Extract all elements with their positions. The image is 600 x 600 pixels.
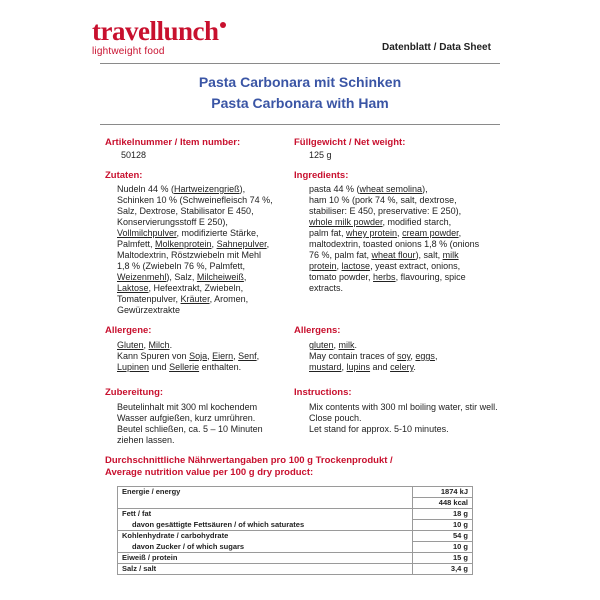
table-row xyxy=(118,498,473,509)
ingredients-en-label: Ingredients: xyxy=(294,170,349,181)
nutrient-label: davon gesättigte Fettsäuren / of which saturates xyxy=(118,520,413,531)
nutrient-value: 3,4 g xyxy=(413,564,473,575)
table-row xyxy=(118,553,473,564)
text-line: extracts. xyxy=(309,283,344,293)
prep-de-text xyxy=(117,402,292,446)
text-line: Schinken 10 % (Schweinefleisch 74 %, xyxy=(117,195,273,205)
text-line: ham 10 % (pork 74 %, salt, dextrose, xyxy=(309,195,457,205)
net-weight-value: 125 g xyxy=(309,150,332,160)
item-number-value: 50128 xyxy=(121,150,147,160)
nutrient-value: 10 g xyxy=(413,520,473,531)
text-line: Beutel schließen, ca. 5 – 10 Minuten xyxy=(117,424,263,434)
text-line: Close pouch. xyxy=(309,413,362,423)
nutrient-value: 15 g xyxy=(413,553,473,564)
table-row xyxy=(118,564,473,575)
text-line: Laktose, Hefeextrakt, Zwiebeln, xyxy=(117,283,244,293)
text-line: May contain traces of soy, eggs, xyxy=(309,351,438,361)
text-line: stabiliser: E 450, preservative: E 250), xyxy=(309,206,462,216)
prep-en-text xyxy=(309,402,524,435)
nutrient-label: Fett / fat xyxy=(118,509,413,520)
nutrient-label: Salz / salt xyxy=(118,564,413,575)
table-row xyxy=(118,509,473,520)
allergens-de-text xyxy=(117,340,292,373)
text-line: Konservierungsstoff E 250), xyxy=(117,217,228,227)
nutrient-value: 18 g xyxy=(413,509,473,520)
text-line: Wasser aufgießen, kurz umrühren. xyxy=(117,413,256,423)
nutrition-heading-en: Average nutrition value per 100 g dry product: xyxy=(105,467,314,478)
ingredients-de-text xyxy=(117,184,287,316)
divider-title xyxy=(100,124,500,125)
ingredients-en-text xyxy=(309,184,509,294)
allergens-en-text xyxy=(309,340,509,373)
text-line: Tomatenpulver, Kräuter, Aromen, xyxy=(117,294,249,304)
text-line: Lupinen und Sellerie enthalten. xyxy=(117,362,242,372)
title-german: Pasta Carbonara mit Schinken xyxy=(198,74,402,90)
brand-logo xyxy=(92,18,226,57)
text-line: Beutelinhalt mit 300 ml kochendem xyxy=(117,402,258,412)
table-row xyxy=(118,487,473,498)
nutrient-label: Eiweiß / protein xyxy=(118,553,413,564)
text-line: Salz, Dextrose, Stabilisator E 450, xyxy=(117,206,254,216)
divider-top xyxy=(100,63,500,64)
text-line: protein, lactose, yeast extract, onions, xyxy=(309,261,461,271)
text-line: Let stand for approx. 5-10 minutes. xyxy=(309,424,449,434)
ingredients-de-label: Zutaten: xyxy=(105,170,143,181)
title-english: Pasta Carbonara with Ham xyxy=(211,95,389,111)
text-line: mustard, lupins and celery. xyxy=(309,362,416,372)
text-line: Gluten, Milch. xyxy=(117,340,173,350)
allergens-en-label: Allergens: xyxy=(294,325,341,336)
nutrient-label xyxy=(118,498,413,509)
text-line: maltodextrin, toasted onions 1,8 % (onions xyxy=(309,239,480,249)
item-number-label: Artikelnummer / Item number: xyxy=(105,137,241,148)
brand-tagline: lightweight food xyxy=(92,46,165,57)
text-line: whole milk powder, modified starch, xyxy=(309,217,452,227)
text-line: Maltodextrin, Röstzwiebeln mit Mehl xyxy=(117,250,262,260)
text-line: Kann Spuren von Soja, Eiern, Senf, xyxy=(117,351,260,361)
text-line: Palmfett, Molkenprotein, Sahnepulver, xyxy=(117,239,270,249)
brand-name: travellunch xyxy=(92,18,226,45)
text-line: Nudeln 44 % (Hartweizengrieß), xyxy=(117,184,246,194)
logo-dot-icon xyxy=(220,22,226,28)
nutrient-value: 10 g xyxy=(413,542,473,553)
table-row xyxy=(118,531,473,542)
title-block xyxy=(100,72,500,114)
document-type: Datenblatt / Data Sheet xyxy=(382,42,491,53)
text-line: 76 %, palm fat, wheat flour), salt, milk xyxy=(309,250,459,260)
nutrition-heading xyxy=(105,455,393,479)
nutrient-value: 448 kcal xyxy=(413,498,473,509)
text-line: Mix contents with 300 ml boiling water, stir well. xyxy=(309,402,498,412)
text-line: 1,8 % (Zwiebeln 76 %, Palmfett, xyxy=(117,261,246,271)
nutrient-value: 1874 kJ xyxy=(413,487,473,498)
nutrient-value: 54 g xyxy=(413,531,473,542)
net-weight-label: Füllgewicht / Net weight: xyxy=(294,137,406,148)
nutrition-table xyxy=(117,486,473,575)
allergens-de-label: Allergene: xyxy=(105,325,152,336)
text-line: ziehen lassen. xyxy=(117,435,175,445)
text-line: Gewürzextrakte xyxy=(117,305,181,315)
text-line: gluten, milk. xyxy=(309,340,358,350)
text-line: Weizenmehl), Salz, Milcheiweiß, xyxy=(117,272,247,282)
text-line: palm fat, whey protein, cream powder, xyxy=(309,228,462,238)
text-line: tomato powder, herbs, flavouring, spice xyxy=(309,272,466,282)
nutrition-heading-de: Durchschnittliche Nährwertangaben pro 100 g Trockenprodukt / xyxy=(105,455,393,466)
text-line: pasta 44 % (wheat semolina), xyxy=(309,184,428,194)
text-line: Vollmilchpulver, modifizierte Stärke, xyxy=(117,228,259,238)
nutrient-label: Energie / energy xyxy=(118,487,413,498)
table-row xyxy=(118,542,473,553)
prep-de-label: Zubereitung: xyxy=(105,387,164,398)
nutrient-label: davon Zucker / of which sugars xyxy=(118,542,413,553)
prep-en-label: Instructions: xyxy=(294,387,352,398)
table-row xyxy=(118,520,473,531)
nutrient-label: Kohlenhydrate / carbohydrate xyxy=(118,531,413,542)
